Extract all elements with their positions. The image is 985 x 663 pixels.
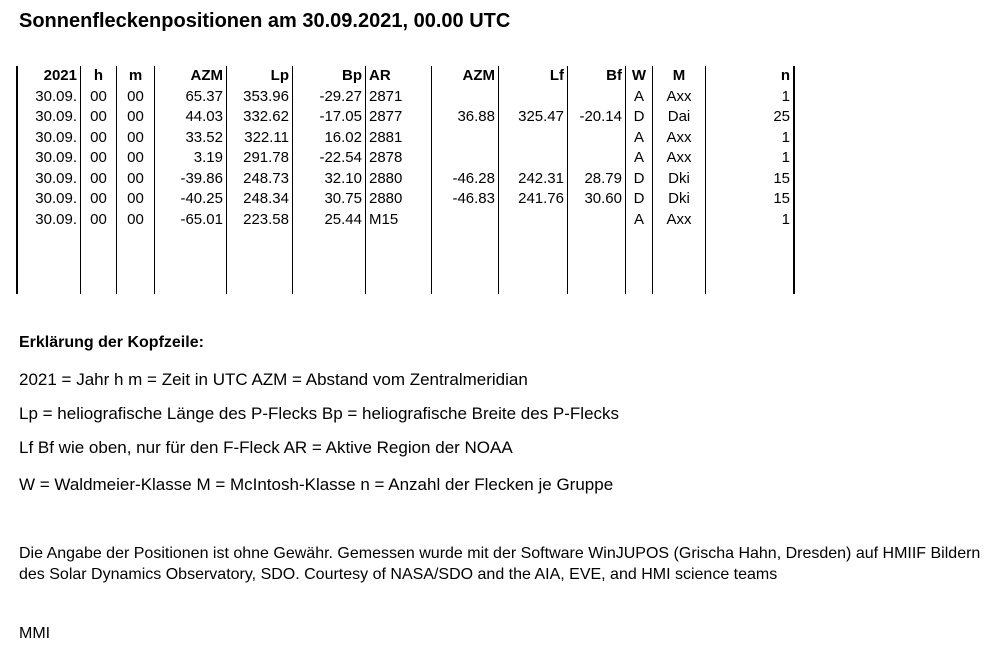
table-cell: 2871 [369,87,403,105]
table-cell: 30.09. [35,190,77,207]
table-cell [499,148,567,169]
column-header-n: n [780,67,790,84]
table-cell: 30.09. [35,210,77,228]
column-w [625,66,652,294]
table-cell: 00 [90,190,107,207]
table-cell: Dki [668,190,690,207]
table-cell: A [633,210,644,228]
table-cell: -46.28 [452,169,495,187]
table-cell: Axx [666,149,692,166]
table-cell: -22.54 [319,149,362,166]
legend-line-3: Lf Bf wie oben, nur für den F-Fleck AR = Aktive Region der NOAA [19,438,513,457]
column-lp [226,66,292,294]
table-cell: 1 [781,210,790,228]
table-cell: 00 [127,128,144,146]
table-cell: 30.09. [35,169,77,187]
table-cell: Axx [666,210,692,228]
column-header-mc: M [672,67,686,84]
table-cell: 28.79 [584,169,622,187]
table-cell: 15 [773,169,790,187]
table-cell: D [633,108,645,125]
table-cell: 00 [127,149,144,166]
table-cell: 325.47 [518,108,564,125]
table-cell: A [633,87,644,105]
table-cell: 33.52 [185,128,223,146]
table-cell: 00 [90,149,107,166]
column-lf [498,66,567,294]
column-azm-f [431,66,498,294]
table-cell: 30.09. [35,108,77,125]
column-header-h: h [93,67,104,84]
table-cell: 2881 [369,128,403,146]
table-cell: -46.83 [452,190,495,207]
legend-line-1: 2021 = Jahr h m = Zeit in UTC AZM = Abstand vom Zentralmeridian [19,370,528,389]
table-cell: 2880 [369,169,403,187]
table-cell: 1 [781,149,790,166]
table-cell: 00 [127,108,144,125]
page-title: Sonnenfleckenpositionen am 30.09.2021, 00.00 UTC [19,10,511,32]
table-cell: A [633,128,644,146]
table-right-border [793,66,795,294]
table-cell: D [633,169,645,187]
table-cell: 30.60 [584,190,622,207]
table-cell: M15 [369,210,399,228]
table-cell: -39.86 [180,169,223,187]
legend-line-2: Lp = heliografische Länge des P-Flecks Bp = heliografische Breite des P-Flecks [19,404,620,423]
table-cell: Axx [666,87,692,105]
table-cell: 00 [127,210,144,228]
table-cell: -29.27 [319,87,362,105]
column-mc [652,66,705,294]
table-cell [499,128,567,149]
table-cell: 00 [90,169,107,187]
table-cell: -65.01 [180,210,223,228]
table-cell: 2880 [369,190,403,207]
column-bp [292,66,365,294]
table-cell [568,148,625,169]
table-cell: D [633,190,645,207]
column-header-m: m [128,67,143,84]
column-ar [365,66,431,294]
table-cell: 248.73 [243,169,289,187]
column-azm [154,66,226,294]
table-cell: 32.10 [324,169,362,187]
column-header-lp: Lp [270,67,289,84]
table-cell: Dai [667,108,691,125]
signature: MMI [19,625,51,642]
table-cell: 1 [781,87,790,105]
column-n [705,66,793,294]
table-cell: 322.11 [244,128,289,146]
table-cell: 00 [127,190,144,207]
table-cell: 25.44 [324,210,362,228]
column-header-w: W [631,67,647,84]
table-cell: -20.14 [579,108,622,125]
table-cell [499,87,567,108]
column-m [116,66,154,294]
table-cell: 15 [773,190,790,207]
table-cell: 241.76 [518,190,564,207]
table-cell: 36.88 [457,108,495,125]
table-cell: 65.37 [185,87,223,105]
table-cell [568,128,625,149]
table-cell [568,210,625,231]
column-date [16,66,80,294]
legend-line-4: W = Waldmeier-Klasse M = McIntosh-Klasse n = Anzahl der Flecken je Gruppe [19,475,614,494]
table-cell: 291.78 [243,149,289,166]
table-cell: Axx [666,128,692,146]
table-cell: Dki [668,169,690,187]
table-cell: 3.19 [193,149,223,166]
column-header-azm: AZM [190,67,223,84]
table-cell: 2878 [369,149,403,166]
column-bf [567,66,625,294]
table-cell: 30.09. [35,149,77,166]
sunspot-table [16,66,795,294]
table-cell [568,87,625,108]
table-cell: 30.09. [35,128,77,146]
table-cell: -17.05 [319,108,362,125]
table-cell: 248.34 [243,190,289,207]
table-cell: 00 [127,169,144,187]
table-cell: 25 [773,108,790,125]
table-cell [499,210,567,231]
table-cell: 16.02 [324,128,362,146]
table-cell: 353.96 [243,87,289,105]
table-cell: 30.75 [324,190,362,207]
column-header-azm-f: AZM [462,67,495,84]
table-cell: A [633,149,644,166]
column-header-bf: Bf [606,67,622,84]
column-h [80,66,116,294]
table-cell [432,128,498,149]
table-cell: 00 [127,87,144,105]
table-cell: -40.25 [180,190,223,207]
column-header-date: 2021 [43,67,77,84]
table-cell [432,87,498,108]
table-cell: 00 [90,108,107,125]
table-cell: 1 [781,128,790,146]
table-cell: 242.31 [518,169,564,187]
legend-heading: Erklärung der Kopfzeile: [19,334,204,351]
table-cell: 00 [90,128,107,146]
column-header-bp: Bp [342,67,362,84]
table-cell: 30.09. [35,87,77,105]
table-cell: 223.58 [243,210,289,228]
table-cell [432,148,498,169]
table-cell: 00 [90,87,107,105]
table-cell: 00 [90,210,107,228]
column-header-ar: AR [369,67,391,84]
table-cell: 2877 [369,108,403,125]
table-cell [432,210,498,231]
table-cell: 44.03 [185,108,223,125]
disclaimer-text: Die Angabe der Positionen ist ohne Gewähr. Gemessen wurde mit der Software WinJUPOS (Grischa Hahn, Dresden) auf HMIIF Bildern des Solar Dynamics Observatory, SDO. Courtesy of NASA/SDO and the AIA, EVE, and HMI science teams [19,545,981,583]
table-cell: 332.62 [243,108,289,125]
column-header-lf: Lf [549,67,564,84]
